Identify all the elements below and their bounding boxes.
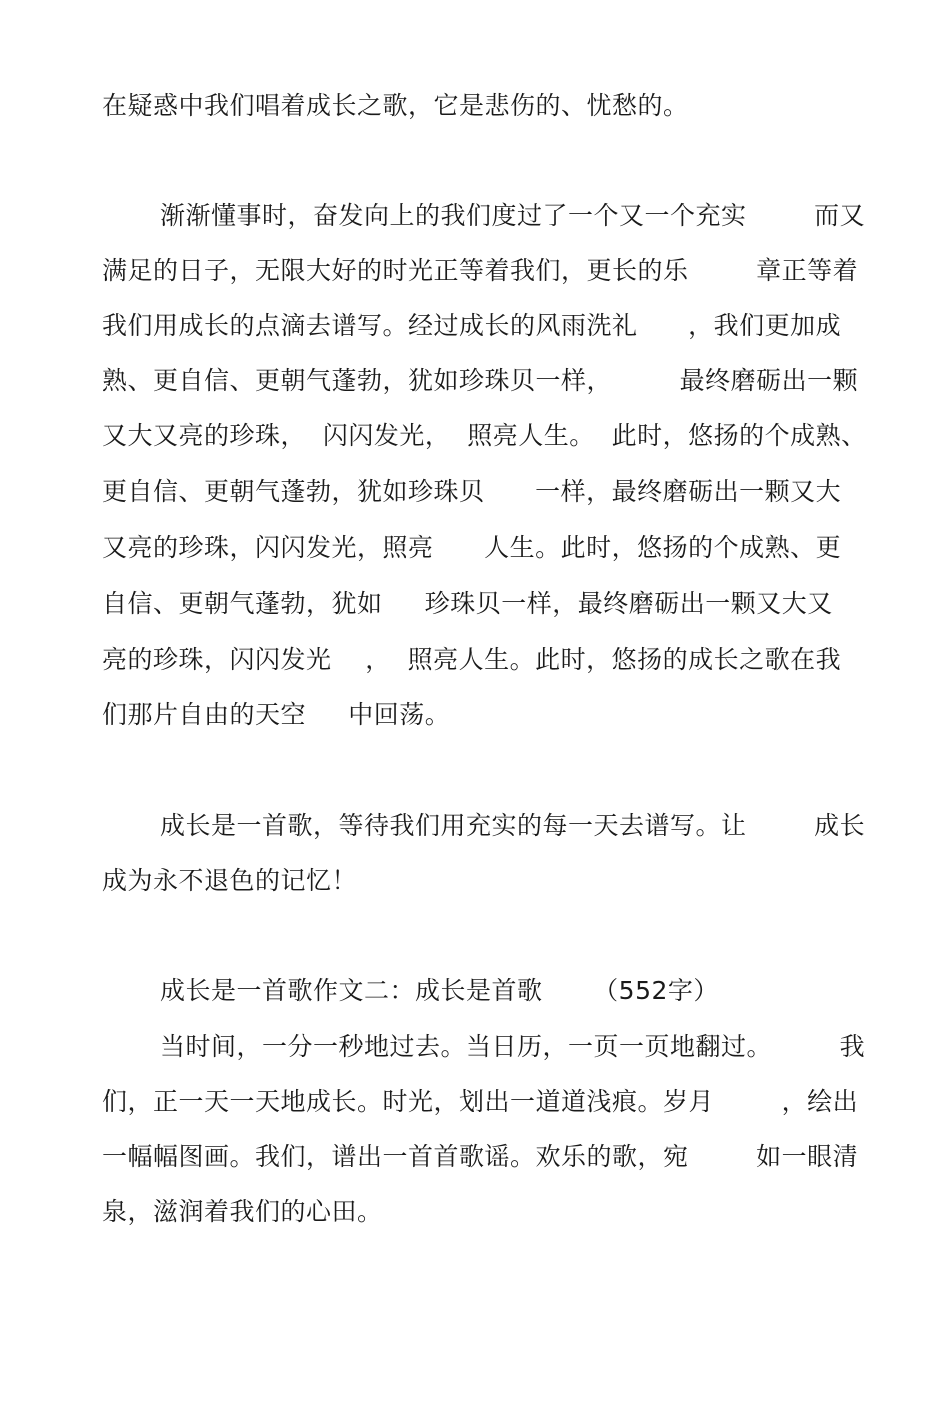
- text-line: 熟、更自信、更朝气蓬勃，犹如珍珠贝一样， 最终磨砺出一颗: [102, 366, 859, 395]
- text-line: 成为永不退色的记忆！: [102, 866, 358, 895]
- text-line: 当时间，一分一秒地过去。当日历，一页一页地翻过。 我: [160, 1032, 866, 1061]
- text-line: 成长是一首歌，等待我们用充实的每一天去谱写。让 成长: [160, 811, 866, 840]
- text-line: 自信、更朝气蓬勃，犹如 珍珠贝一样，最终磨砺出一颗又大又: [102, 589, 833, 618]
- text-line: 们那片自由的天空 中回荡。: [102, 700, 451, 729]
- text-line: 满足的日子，无限大好的时光正等着我们，更长的乐 章正等着: [102, 256, 859, 285]
- text-line: 渐渐懂事时，奋发向上的我们度过了一个又一个充实 而又: [160, 201, 866, 230]
- text-line: 们，正一天一天地成长。时光，划出一道道浅痕。岁月 ，绘出: [102, 1087, 859, 1116]
- text-line: 又亮的珍珠，闪闪发光，照亮 人生。此时，悠扬的个成熟、更: [102, 533, 842, 562]
- text-line: 我们用成长的点滴去谱写。经过成长的风雨洗礼 ，我们更加成: [102, 311, 842, 340]
- text-line: 更自信、更朝气蓬勃，犹如珍珠贝 一样，最终磨砺出一颗又大: [102, 477, 842, 506]
- text-line: 在疑惑中我们唱着成长之歌，它是悲伤的、忧愁的。: [102, 91, 689, 120]
- text-line: 又大又亮的珍珠， 闪闪发光， 照亮人生。 此时，悠扬的个成熟、: [102, 421, 867, 450]
- text-line: 亮的珍珠，闪闪发光 ， 照亮人生。此时，悠扬的成长之歌在我: [102, 645, 842, 674]
- section-heading: 成长是一首歌作文二：成长是首歌 （552字）: [160, 976, 719, 1005]
- text-line: 一幅幅图画。我们，谱出一首首歌谣。欢乐的歌，宛 如一眼清: [102, 1142, 859, 1171]
- text-line: 泉，滋润着我们的心田。: [102, 1197, 383, 1226]
